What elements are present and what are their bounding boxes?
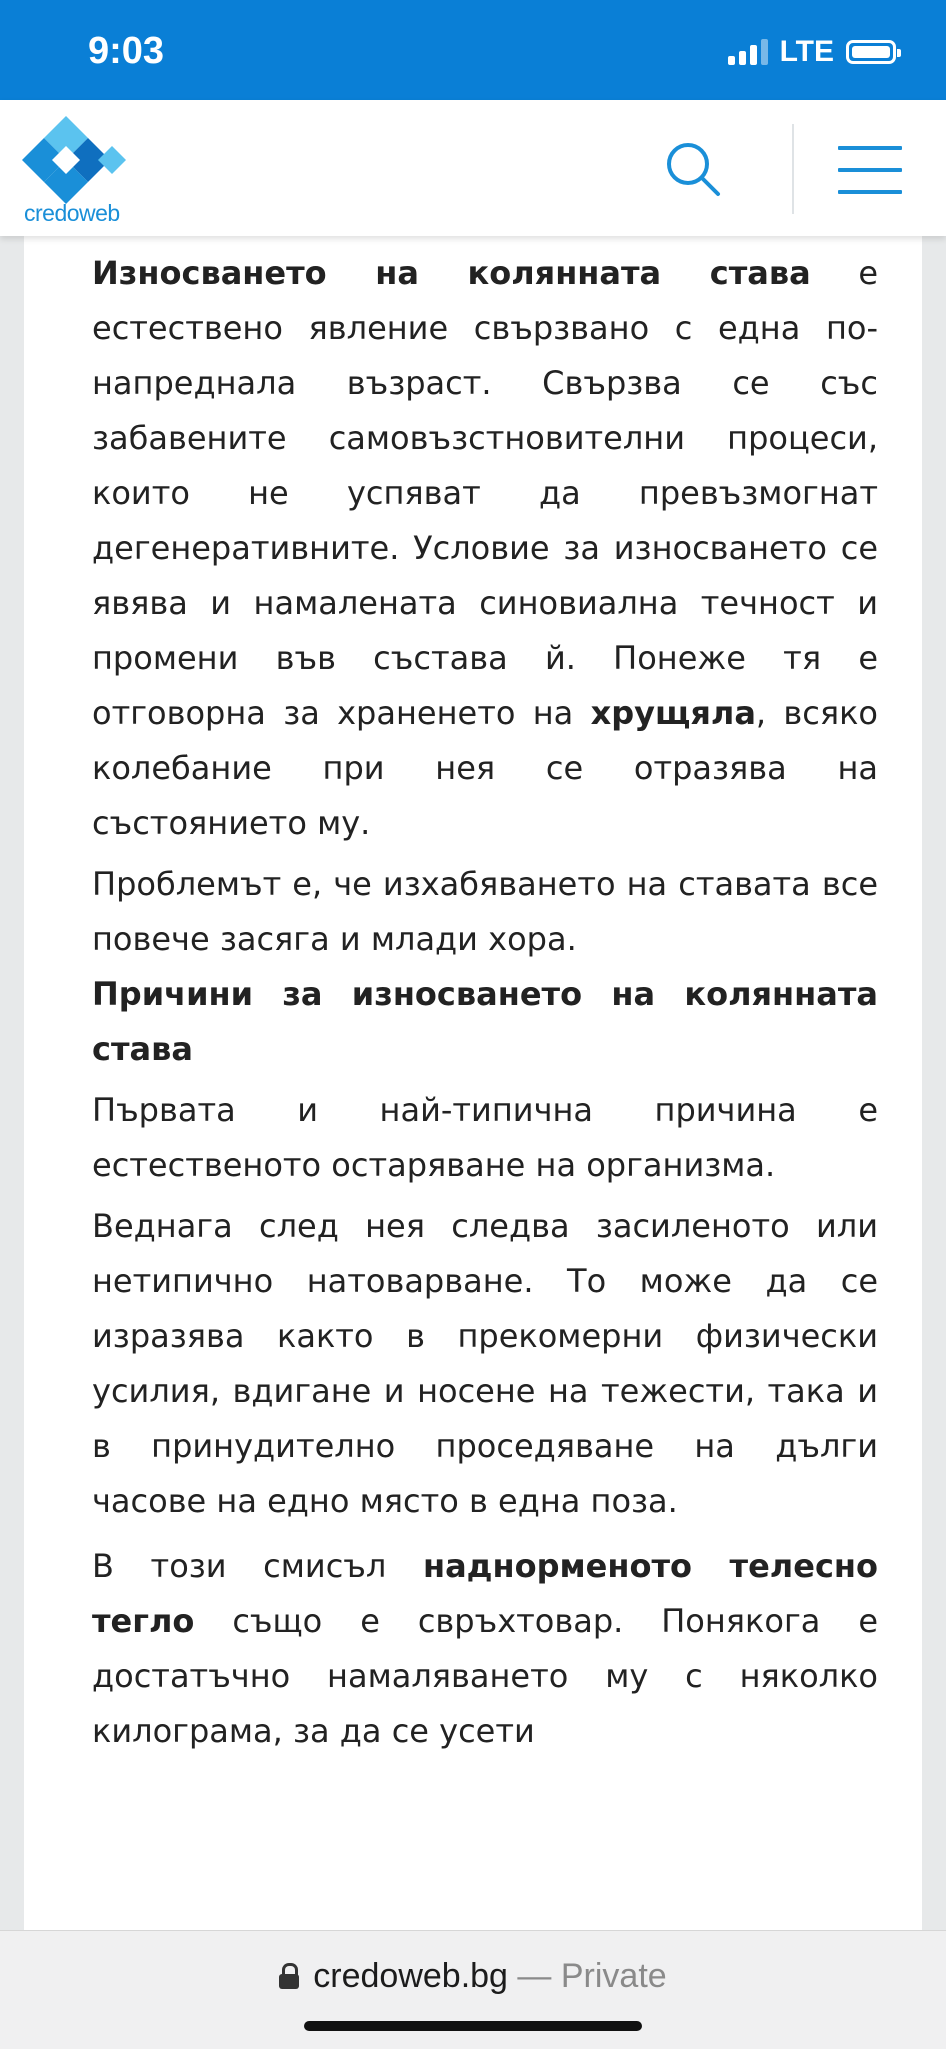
menu-button[interactable] xyxy=(838,146,902,194)
search-button[interactable] xyxy=(664,140,724,200)
article-card xyxy=(24,236,922,1930)
signal-strength-icon xyxy=(728,39,768,65)
article-paragraph: Износването на колянната става е естествено явление свързвано с една по-напреднала възраст. Свързва се със забавените самовъзстновителни процеси, които не успяват да превъзмогнат дегенеративните. Условие за износването се явява и намалената синовиална течност и промени във състава й. Понеже тя е отговорна за храненето на хрущяла, всяко колебание при нея се отразява на състоянието му. xyxy=(92,254,879,842)
article-paragraph: Проблемът е, че изхабяването на ставата все повече засяга и млади хора. xyxy=(92,865,878,958)
url-display[interactable] xyxy=(0,1957,946,1996)
article-body xyxy=(92,246,878,1759)
url-domain: credoweb.bg xyxy=(313,1957,508,1995)
lock-icon xyxy=(279,1963,299,1989)
status-time: 9:03 xyxy=(88,30,165,72)
article-paragraph: Веднага след нея следва засиленото или нетипично натоварване. То може да се изразява както в прекомерни физически усилия, вдигане и носене на тежести, така и в принудително проседяване на дълги часове на едно място в една поза. xyxy=(92,1207,878,1520)
site-header xyxy=(0,100,946,236)
home-indicator[interactable] xyxy=(304,2021,642,2031)
url-separator: — xyxy=(507,1957,561,1995)
bold-term: хрущяла xyxy=(590,694,756,732)
article-paragraph: В този смисъл наднорменото телесно тегло също е свръхтовар. Понякога е достатъчно намаляването му с няколко килограма, за да се усети xyxy=(92,1547,878,1750)
article-paragraph: Първата и най-типична причина е естественото остаряване на организма. xyxy=(92,1091,878,1184)
credoweb-diamond-logo-icon xyxy=(22,114,152,204)
battery-icon xyxy=(846,40,896,64)
search-icon xyxy=(664,140,724,200)
bold-term: наднорменото телесно тегло xyxy=(92,1547,878,1640)
network-type: LTE xyxy=(779,35,834,68)
status-indicators xyxy=(728,34,896,70)
header-divider xyxy=(792,124,794,214)
bold-lead: Износването на колянната става xyxy=(92,254,811,292)
hamburger-menu-icon xyxy=(838,146,902,194)
logo-text: credoweb xyxy=(24,200,120,226)
browser-address-bar[interactable] xyxy=(0,1930,946,2049)
status-bar xyxy=(0,0,946,100)
section-heading: Причини за износването на колянната става xyxy=(92,975,878,1068)
private-mode-label: Private xyxy=(560,1957,667,1995)
